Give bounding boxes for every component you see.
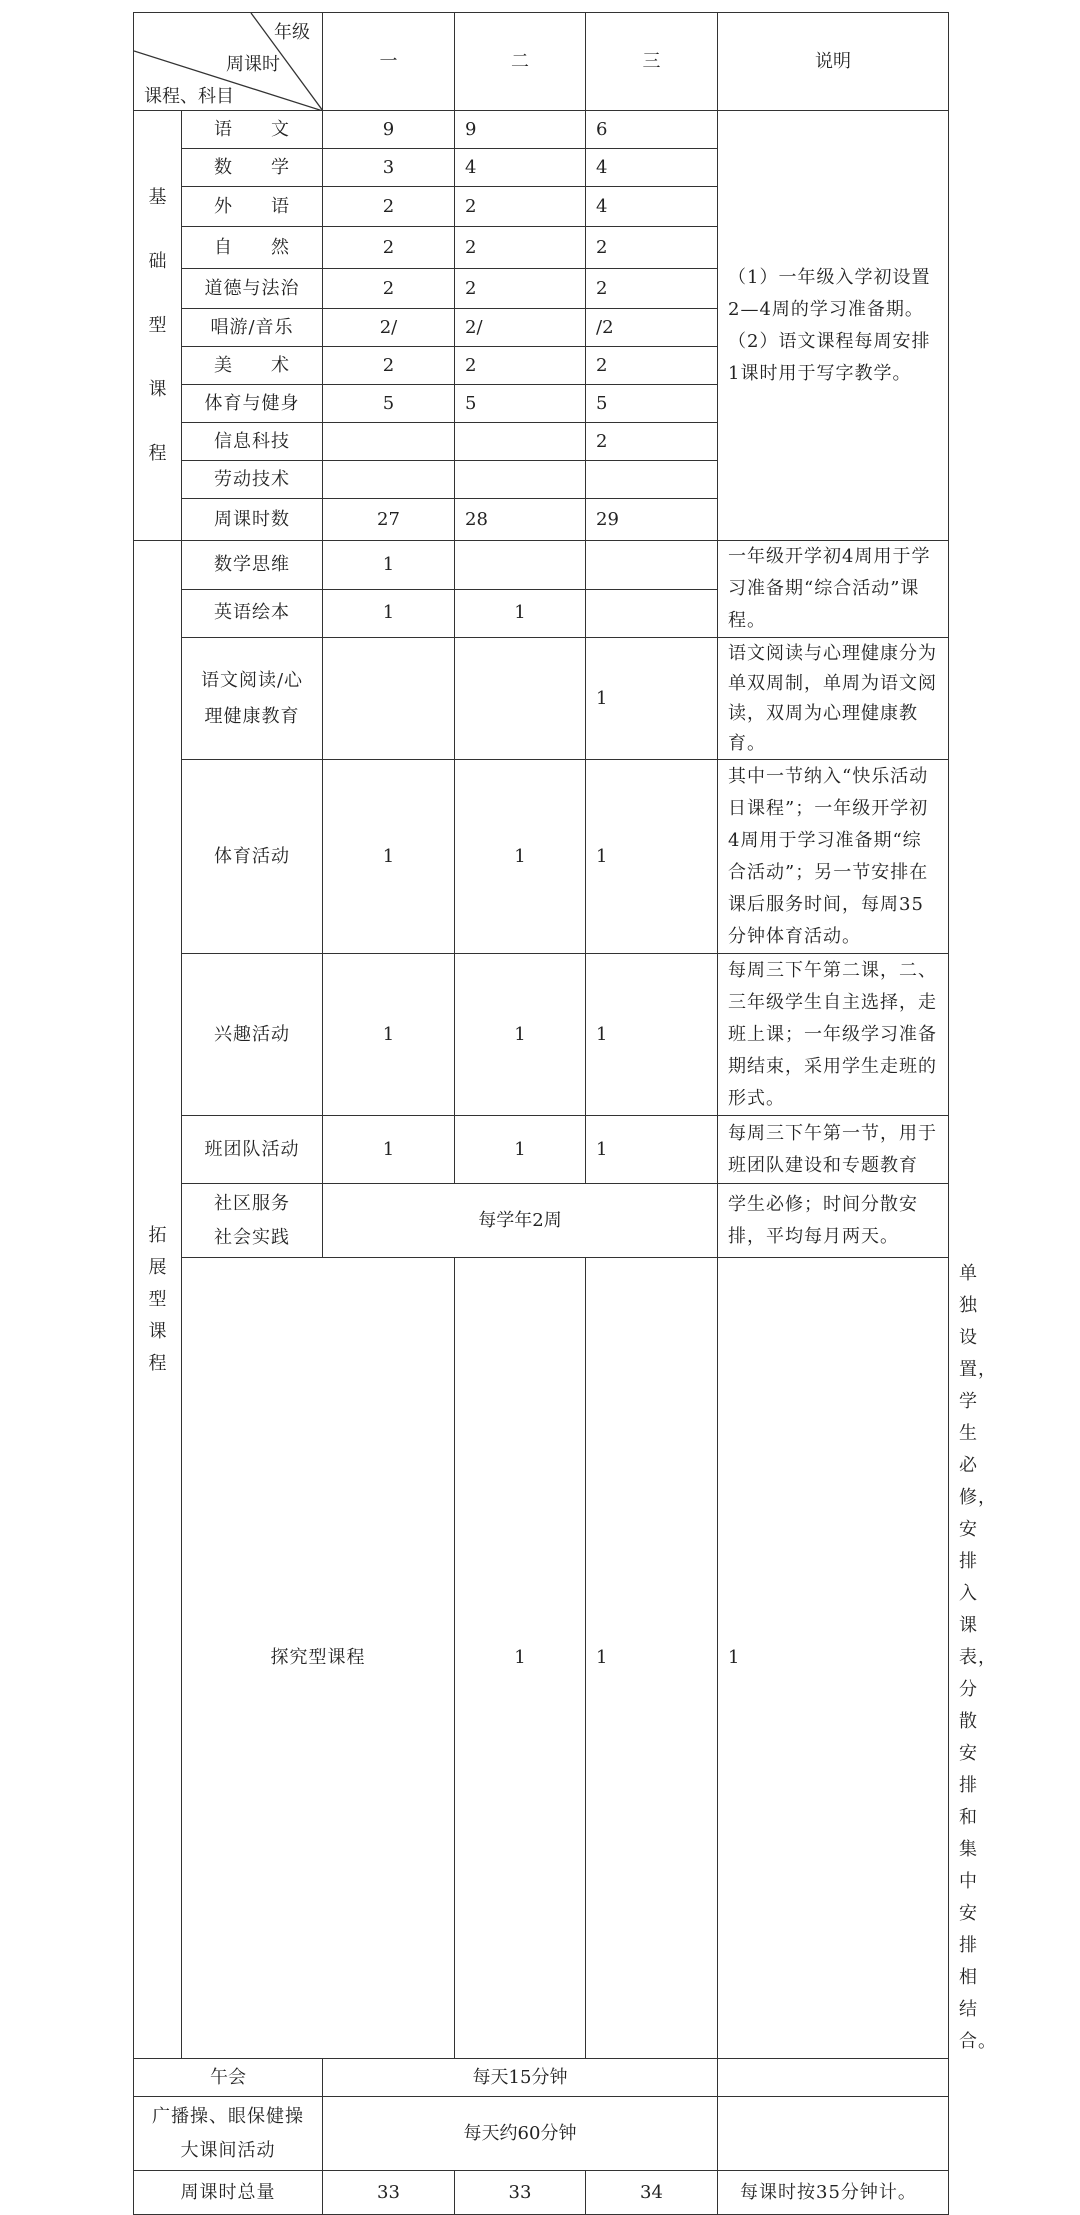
basic-category: 基 础 型 课 程 xyxy=(134,111,182,541)
grade-2-value: 2 xyxy=(455,227,586,269)
table-row xyxy=(134,2171,949,2215)
exercise-name: 广播操、眼保健操 大课间活动 xyxy=(134,2097,323,2171)
subject-name: 周课时数 xyxy=(182,499,323,541)
subject-name: 英语绘本 xyxy=(182,589,323,638)
subject-name: 数 学 xyxy=(182,149,323,187)
total-note: 每课时按35分钟计。 xyxy=(718,2171,949,2215)
community-value: 每学年2周 xyxy=(323,1184,718,1258)
grade-3-value: 1 xyxy=(586,760,718,954)
grade-1-value xyxy=(323,423,455,461)
grade-3-value: 1 xyxy=(586,954,718,1116)
grade-2-value: 2/ xyxy=(455,309,586,347)
table-row xyxy=(134,1184,949,1258)
grade-3-value xyxy=(586,589,718,638)
grade-3-value: 2 xyxy=(586,269,718,309)
grade-2-value: 28 xyxy=(455,499,586,541)
community-note: 学生必修；时间分散安排，平均每月两天。 xyxy=(718,1184,949,1258)
grade-2-value: 9 xyxy=(455,111,586,149)
curriculum-table xyxy=(133,12,997,2215)
grade-1-value: 2 xyxy=(323,227,455,269)
table-row xyxy=(134,2097,949,2171)
subject-name: 班团队活动 xyxy=(182,1116,323,1184)
grade-3-value: 2 xyxy=(586,227,718,269)
grade-3-value: 4 xyxy=(586,187,718,227)
grade-2-value xyxy=(455,423,586,461)
basic-note-1: （1）一年级入学初设置2—4周的学习准备期。 xyxy=(728,266,931,320)
noon-note xyxy=(718,2059,949,2097)
inquiry-name: 探究型课程 xyxy=(182,1258,455,2059)
subject-name: 自 然 xyxy=(182,227,323,269)
subject-name: 外 语 xyxy=(182,187,323,227)
table-row xyxy=(134,2059,949,2097)
grade-1-value: 2 xyxy=(323,269,455,309)
grade-1-value: 1 xyxy=(323,760,455,954)
grade-3-value: 1 xyxy=(586,638,718,760)
extended-category: 拓 展 型 课 程 xyxy=(134,541,182,2059)
grade-3-value: 34 xyxy=(586,2171,718,2215)
basic-notes xyxy=(718,111,949,541)
grade-2-value xyxy=(455,638,586,760)
subject-name: 体育与健身 xyxy=(182,385,323,423)
subject-name: 语 文 xyxy=(182,111,323,149)
team-note: 每周三下午第一节，用于班团队建设和专题教育 xyxy=(718,1116,949,1184)
grade-2-value: 5 xyxy=(455,385,586,423)
grade-2-value: 1 xyxy=(455,760,586,954)
subject-name: 语文阅读/心 理健康教育 xyxy=(182,638,323,760)
grade-1-value xyxy=(323,638,455,760)
grade-3-value: 1 xyxy=(718,1258,949,2059)
corner-grade-label: 年级 xyxy=(274,22,310,43)
subject-name: 兴趣活动 xyxy=(182,954,323,1116)
subject-name: 美 术 xyxy=(182,347,323,385)
reading-note: 语文阅读与心理健康分为单双周制，单周为语文阅读，双周为心理健康教育。 xyxy=(718,638,949,760)
subject-name: 道德与法治 xyxy=(182,269,323,309)
grade-2-value xyxy=(455,541,586,590)
grade-3-value: 4 xyxy=(586,149,718,187)
corner-cell xyxy=(134,13,323,111)
table-row xyxy=(134,954,949,1116)
table-row xyxy=(134,1116,949,1184)
header-row xyxy=(134,13,949,111)
table-row xyxy=(134,638,949,760)
table-row: 探究型课程 1 1 1 单独设置，学生必修，安排入课表，分散安排和集中安排相结合。 xyxy=(134,1258,949,2059)
exercise-value: 每天约60分钟 xyxy=(323,2097,718,2171)
grade-1-value: 5 xyxy=(323,385,455,423)
extended-prep-note: 一年级开学初4周用于学习准备期“综合活动”课程。 xyxy=(718,541,949,638)
grade-1-value: 33 xyxy=(323,2171,455,2215)
grade-1-value: 2 xyxy=(323,347,455,385)
grade-1-value: 1 xyxy=(455,1258,586,2059)
grade-3-value: 1 xyxy=(586,1116,718,1184)
grade-2-value: 4 xyxy=(455,149,586,187)
grade-3-value: 2 xyxy=(586,347,718,385)
table-row xyxy=(134,760,949,954)
grade-1-header: 一 xyxy=(323,13,455,111)
grade-1-value: 1 xyxy=(323,589,455,638)
grade-3-value: /2 xyxy=(586,309,718,347)
grade-1-value: 27 xyxy=(323,499,455,541)
subject-name: 唱游/音乐 xyxy=(182,309,323,347)
grade-2-value: 1 xyxy=(586,1258,718,2059)
grade-1-value: 1 xyxy=(323,954,455,1116)
grade-2-header: 二 xyxy=(455,13,586,111)
noon-value: 每天15分钟 xyxy=(323,2059,718,2097)
interest-note: 每周三下午第二课，二、三年级学生自主选择，走班上课；一年级学习准备期结束，采用学生走班的形式。 xyxy=(718,954,949,1116)
notes-header: 说明 xyxy=(718,13,949,111)
grade-3-value xyxy=(586,461,718,499)
grade-1-value: 1 xyxy=(323,1116,455,1184)
grade-1-value: 2/ xyxy=(323,309,455,347)
subject-name: 体育活动 xyxy=(182,760,323,954)
grade-2-value: 2 xyxy=(455,269,586,309)
grade-2-value: 1 xyxy=(455,954,586,1116)
grade-2-value: 1 xyxy=(455,1116,586,1184)
table-row xyxy=(134,541,949,590)
basic-note-2: （2）语文课程每周安排1课时用于写字教学。 xyxy=(728,330,931,384)
subject-name: 社区服务 社会实践 xyxy=(182,1184,323,1258)
grade-3-header: 三 xyxy=(586,13,718,111)
table-row xyxy=(134,111,949,149)
grade-1-value: 2 xyxy=(323,187,455,227)
corner-hours-label: 周课时 xyxy=(226,54,280,75)
subject-name: 数学思维 xyxy=(182,541,323,590)
exercise-note xyxy=(718,2097,949,2171)
total-name: 周课时总量 xyxy=(134,2171,323,2215)
grade-3-value: 29 xyxy=(586,499,718,541)
grade-3-value: 5 xyxy=(586,385,718,423)
grade-1-value: 9 xyxy=(323,111,455,149)
grade-1-value xyxy=(323,461,455,499)
grade-2-value xyxy=(455,461,586,499)
grade-1-value: 3 xyxy=(323,149,455,187)
grade-2-value: 33 xyxy=(455,2171,586,2215)
grade-1-value: 1 xyxy=(323,541,455,590)
noon-name: 午会 xyxy=(134,2059,323,2097)
grade-3-value: 6 xyxy=(586,111,718,149)
grade-3-value xyxy=(586,541,718,590)
sports-note: 其中一节纳入“快乐活动日课程”；一年级开学初4周用于学习准备期“综合活动”；另一节安排在课后服务时间，每周35分钟体育活动。 xyxy=(718,760,949,954)
subject-name: 信息科技 xyxy=(182,423,323,461)
corner-course-label: 课程、科目 xyxy=(144,86,234,107)
grade-2-value: 1 xyxy=(455,589,586,638)
grade-3-value: 2 xyxy=(586,423,718,461)
grade-2-value: 2 xyxy=(455,347,586,385)
subject-name: 劳动技术 xyxy=(182,461,323,499)
grade-2-value: 2 xyxy=(455,187,586,227)
